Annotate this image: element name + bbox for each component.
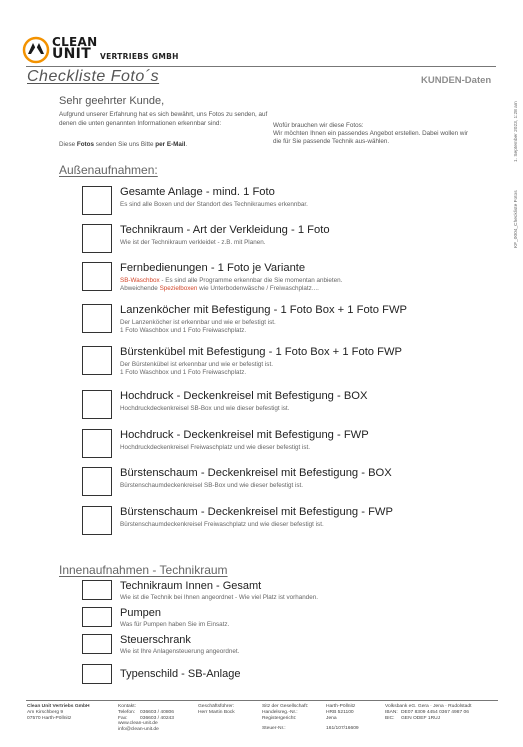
item-description	[120, 482, 303, 490]
why-photos-title: Wofür brauchen wir diese Fotos:	[273, 122, 364, 129]
logo-emblem-icon	[22, 36, 50, 64]
footer-divider	[26, 700, 498, 701]
greeting: Sehr geehrter Kunde,	[59, 95, 165, 107]
item-description-line: Es sind alle Boxen und der Standort des Technikraumes erkennbar.	[120, 201, 308, 208]
footer-bic: GEN ODEF 1RUJ	[401, 715, 441, 721]
checkbox[interactable]	[82, 346, 112, 375]
checkbox[interactable]	[82, 429, 112, 458]
footer-bic-label: BIC:	[385, 715, 395, 721]
item-description-line: Der Bürstenkübel ist erkennbar und wie er befestigt ist.	[120, 361, 273, 368]
item-title: Gesamte Anlage - mind. 1 Foto	[120, 186, 275, 198]
company-logo	[22, 36, 182, 66]
item-description	[120, 239, 265, 247]
footer-contact	[118, 704, 174, 733]
footer-hrb-label: Handelsreg.-Nr.:	[262, 709, 298, 715]
item-description-text: - Es sind alle Programme erkennbar die Sie momentan anbieten.	[159, 277, 343, 284]
footer-court: Jena	[326, 715, 337, 721]
highlight-spezielboxen: Spezielboxen	[159, 285, 198, 293]
item-description	[120, 444, 310, 452]
item-title: Hochdruck - Deckenkreisel mit Befestigung - BOX	[120, 390, 368, 402]
intro-text: Aufgrund unserer Erfahrung hat es sich bewährt, uns Fotos zu senden, auf denen die unten genannten Informationen erkennbar sind:	[59, 111, 268, 127]
checkbox[interactable]	[82, 262, 112, 291]
footer-hrb: HRB 521100	[326, 709, 354, 715]
item-title: Hochdruck - Deckenkreisel mit Befestigung - FWP	[120, 429, 369, 441]
footer-company-street: Am Kirschberg 9	[27, 709, 64, 715]
checkbox[interactable]	[82, 634, 112, 654]
item-description-line	[120, 285, 342, 293]
item-description-line: 1 Foto Waschbox und 1 Foto Freiwaschplatz.	[120, 327, 247, 335]
footer-company-city: 07570 Harth-Pöllnitz	[27, 715, 72, 721]
footer-bic-row	[385, 716, 471, 722]
send-photos-note	[59, 141, 187, 148]
item-title: Pumpen	[120, 607, 161, 619]
item-title: Bürstenkübel mit Befestigung - 1 Foto Box + 1 Foto FWP	[120, 346, 402, 358]
item-description	[120, 521, 324, 529]
why-photos-block	[273, 122, 473, 146]
footer-seat: Harth-Pöllnitz	[326, 704, 356, 709]
section-indoor-title: Innenaufnahmen - Technikraum	[59, 563, 228, 577]
item-description-line: Wie ist der Technikraum verkleidet - z.B. mit Planen.	[120, 239, 266, 246]
document-reference-date: 1. September 2023, 1:28 am	[514, 101, 519, 162]
checkbox[interactable]	[82, 224, 112, 253]
checkbox[interactable]	[82, 304, 112, 333]
checkbox[interactable]	[82, 186, 112, 215]
item-title: Fernbedienungen - 1 Foto je Variante	[120, 262, 306, 274]
footer-registration-values	[326, 704, 359, 732]
item-description-line: Wie ist Ihre Anlagensteuerung angeordnet.	[120, 648, 240, 655]
item-description	[120, 277, 342, 294]
header-divider	[26, 66, 496, 67]
item-description	[120, 648, 239, 656]
kunden-daten-label: KUNDEN-Daten	[421, 75, 492, 86]
item-description-line: Wie ist die Technik bei Ihnen angeordnet - Wie viel Platz ist vorhanden.	[120, 594, 318, 601]
item-description	[120, 405, 289, 413]
footer-registration-labels	[262, 704, 308, 732]
item-title: Technikraum - Art der Verkleidung - 1 Foto	[120, 224, 330, 236]
send-photos-email: per E-Mail	[155, 141, 186, 148]
checkbox[interactable]	[82, 467, 112, 496]
item-description-line: Was für Pumpen haben Sie im Einsatz.	[120, 621, 230, 628]
item-title: Typenschild - SB-Anlage	[120, 668, 241, 680]
footer-ceo: Herr Martin Bock	[198, 709, 235, 715]
footer-bank-name: Volksbank eG. Gera · Jena · Rudolstadt	[385, 704, 472, 709]
footer-website-link[interactable]: www.clean-unit.de	[118, 721, 158, 727]
item-description-line: Hochdruckdeckenkreisel SB-Box und wie dieser befestigt ist.	[120, 405, 290, 412]
footer-tax-label: Steuer-Nr.:	[262, 726, 286, 732]
footer-iban-label: IBAN:	[385, 709, 398, 715]
checkbox[interactable]	[82, 607, 112, 627]
checkbox[interactable]	[82, 390, 112, 419]
item-description-line: 1 Foto Waschbox und 1 Foto Freiwaschplatz.	[120, 369, 247, 377]
item-title: Bürstenschaum - Deckenkreisel mit Befestigung - FWP	[120, 506, 393, 518]
item-title: Lanzenköcher mit Befestigung - 1 Foto Box + 1 Foto FWP	[120, 304, 407, 316]
footer-iban: DE07 8309 4454 0367 4987 06	[401, 709, 469, 715]
footer-ceo-label: Geschäftsführer:	[198, 704, 235, 709]
send-photos-middle: senden Sie uns Bitte	[94, 141, 156, 148]
item-description-line	[120, 277, 342, 285]
footer-management	[198, 704, 235, 716]
send-photos-end: .	[185, 141, 188, 148]
checkbox[interactable]	[82, 664, 112, 684]
logo-subtitle: VERTRIEBS GMBH	[100, 52, 179, 61]
item-description-text: Abweichende	[120, 285, 160, 293]
item-description-text: wie Unterbodenwäsche / Freiwaschplatz....	[197, 285, 319, 293]
footer-tax: 161/107/16609	[326, 726, 359, 732]
section-outdoor-title: Außenaufnahmen:	[59, 163, 158, 177]
document-reference-id: KF_0004_Checkliste Fotos	[514, 190, 519, 248]
logo-brand-bottom: UNIT	[52, 46, 92, 62]
item-description-line: Bürstenschaumdeckenkreisel Freiwaschplatz und wie dieser befestigt ist.	[120, 521, 324, 528]
footer-fax-label: Fax:	[118, 715, 128, 721]
logo-brand-top: CLEAN	[52, 35, 98, 49]
footer-bank	[385, 704, 471, 721]
footer-fax: 036603 / 40243	[140, 715, 174, 721]
send-photos-bold: Fotos	[76, 141, 94, 148]
footer-company	[27, 704, 90, 721]
item-description-line: Der Lanzenköcher ist erkennbar und wie er befestigt ist.	[120, 319, 276, 326]
footer-contact-label: Kontakt:	[118, 704, 136, 709]
page-title: Checkliste Foto´s	[27, 68, 160, 85]
item-description	[120, 594, 318, 602]
footer-email-link[interactable]: info@clean-unit.de	[118, 727, 159, 733]
footer-company-name: Clean Unit Vertriebs GmbH	[27, 704, 90, 709]
why-photos-text: Wir möchten Ihnen ein passendes Angebot erstellen. Dabei wollen wir die für Sie passende Technik aus-wählen.	[273, 130, 468, 145]
logo-brand	[52, 37, 97, 61]
item-title: Bürstenschaum - Deckenkreisel mit Befestigung - BOX	[120, 467, 392, 479]
item-title: Technikraum Innen - Gesamt	[120, 580, 262, 592]
send-photos-prefix: Diese	[59, 141, 77, 148]
footer-phone-label: Telefon:	[118, 709, 136, 715]
highlight-sb-waschbox: SB-Waschbox	[120, 277, 160, 284]
footer-phone: 036603 / 40806	[140, 709, 174, 715]
item-description	[120, 319, 276, 336]
footer-seat-label: Sitz der Gesellschaft:	[262, 704, 309, 709]
item-description	[120, 201, 308, 209]
item-description-line: Bürstenschaumdeckenkreisel SB-Box und wie dieser befestigt ist.	[120, 482, 304, 489]
item-description	[120, 621, 229, 629]
item-description	[120, 361, 273, 378]
item-description-line: Hochdruckdeckenkreisel Freiwaschplatz und wie dieser befestigt ist.	[120, 444, 311, 451]
item-title: Steuerschrank	[120, 634, 191, 646]
checkbox[interactable]	[82, 580, 112, 600]
footer-court-label: Registergericht:	[262, 715, 297, 721]
checkbox[interactable]	[82, 506, 112, 535]
